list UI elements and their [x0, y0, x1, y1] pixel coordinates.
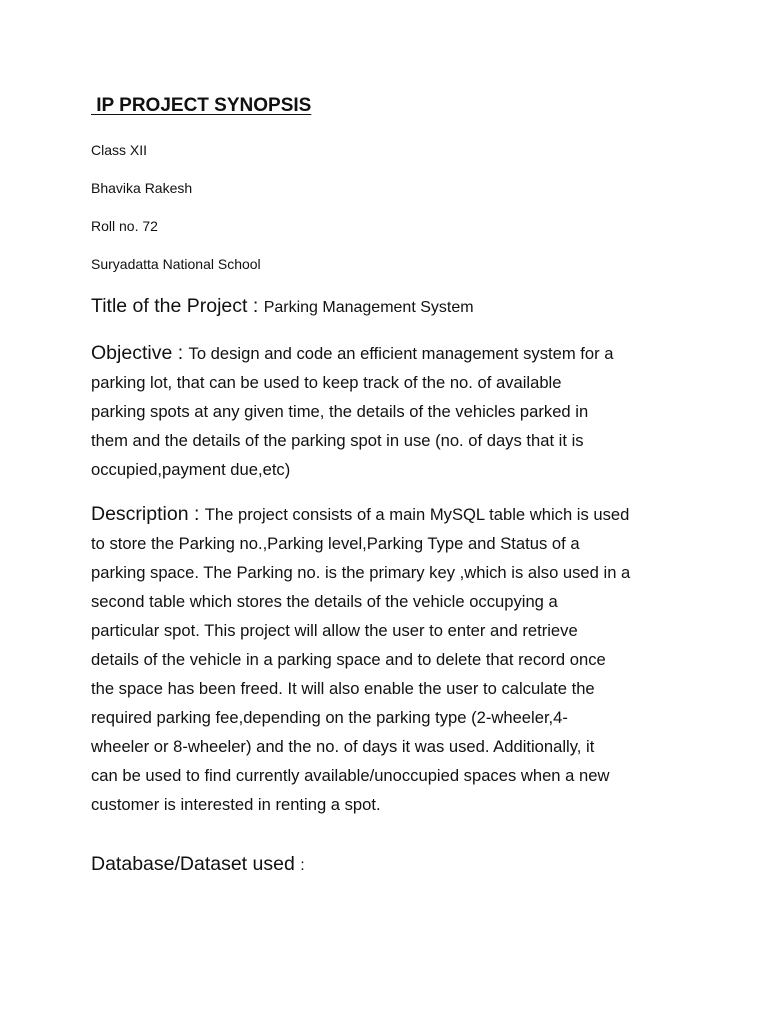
dataset-section: [91, 850, 691, 880]
description-line: The project consists of a main MySQL table which is used: [204, 505, 630, 524]
description-line: parking space. The Parking no. is the primary key ,which is also used in a: [91, 563, 631, 582]
description-line: details of the vehicle in a parking space and to delete that record once: [91, 650, 606, 669]
description-line: particular spot. This project will allow the user to enter and retrieve: [91, 621, 578, 640]
objective-line: To design and code an efficient management system for a: [188, 344, 614, 363]
objective-line: parking lot, that can be used to keep track of the no. of available: [91, 373, 562, 392]
dataset-label: Database/Dataset used: [91, 853, 301, 875]
objective-section: [91, 339, 691, 484]
description-line: required parking fee,depending on the parking type (2-wheeler,4-: [91, 708, 568, 727]
description-line: wheeler or 8-wheeler) and the no. of days it was used. Additionally, it: [91, 737, 595, 756]
description-line: can be used to find currently available/unoccupied spaces when a new: [91, 766, 610, 785]
document-heading: IP PROJECT SYNOPSIS: [91, 95, 312, 116]
project-title-value: Parking Management System: [263, 299, 474, 316]
description-label: Description :: [91, 503, 205, 525]
dataset-suffix: :: [300, 857, 305, 874]
objective-line: parking spots at any given time, the details of the vehicles parked in: [91, 402, 589, 421]
objective-line: them and the details of the parking spot in use (no. of days that it is: [91, 431, 584, 450]
student-name: Bhavika Rakesh: [91, 180, 193, 196]
description-section: [91, 500, 691, 819]
roll-number: Roll no. 72: [91, 218, 158, 234]
project-title-section: [91, 292, 691, 322]
class-line: Class XII: [91, 142, 148, 158]
description-line: second table which stores the details of the vehicle occupying a: [91, 592, 558, 611]
project-title-label: Title of the Project :: [91, 295, 264, 317]
description-line: to store the Parking no.,Parking level,Parking Type and Status of a: [91, 534, 580, 553]
objective-line: occupied,payment due,etc): [91, 460, 291, 479]
description-line: customer is interested in renting a spot.: [91, 795, 381, 814]
objective-label: Objective :: [91, 342, 189, 364]
school-name: Suryadatta National School: [91, 256, 261, 272]
description-line: the space has been freed. It will also enable the user to calculate the: [91, 679, 595, 698]
